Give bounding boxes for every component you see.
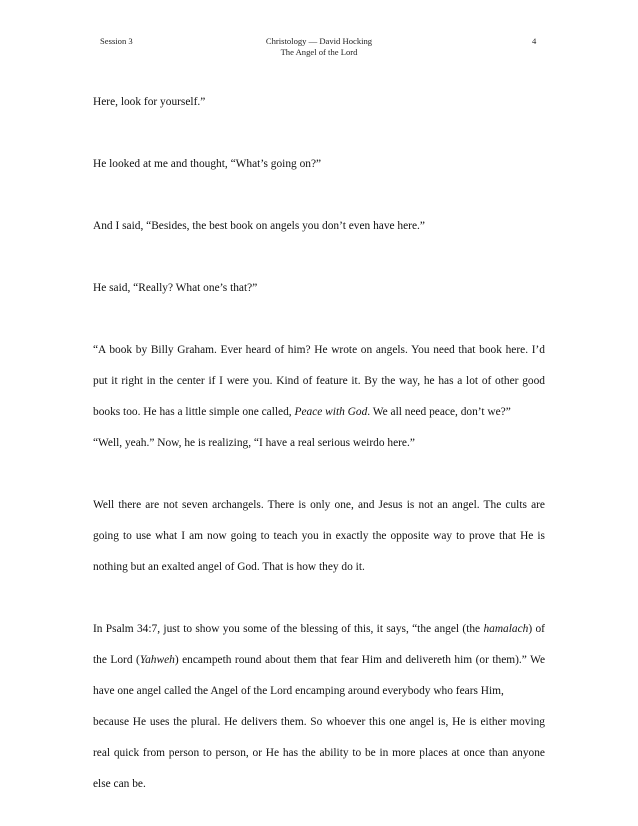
header-title: Christology — David Hocking — [265, 36, 373, 46]
text-line — [93, 407, 511, 418]
text-line: going to use what I am now going to teach you in exactly the opposite way to prove that He is — [93, 530, 545, 542]
text-run: ) of — [528, 623, 545, 635]
text-run: ) encampeth round about them that fear Him and delivereth him (or them).” We — [174, 654, 546, 666]
text-line: real quick from person to person, or He has the ability to be in more places at once than anyone — [93, 747, 545, 759]
text-run: . We all need peace, don’t we?” — [367, 406, 511, 418]
text-line: He said, “Really? What one’s that?” — [93, 282, 258, 294]
text-line: And I said, “Besides, the best book on angels you don’t even have here.” — [93, 220, 425, 232]
text-line: because He uses the plural. He delivers them. So whoever this one angel is, He is either moving — [93, 716, 545, 728]
text-line: Well there are not seven archangels. There is only one, and Jesus is not an angel. The cults are — [93, 499, 545, 511]
hebrew-term: Yahweh — [139, 654, 175, 666]
text-line: He looked at me and thought, “What’s going on?” — [93, 158, 322, 170]
text-line — [93, 624, 545, 635]
page-header — [0, 36, 638, 66]
text-line: have one angel called the Angel of the Lord encamping around everybody who fears Him, — [93, 685, 504, 697]
text-run: books too. He has a little simple one called, — [93, 406, 295, 418]
hebrew-term: hamalach — [483, 623, 529, 635]
book-title: Peace with God — [294, 406, 368, 418]
session-label: Session 3 — [100, 36, 133, 46]
text-run: the Lord ( — [93, 654, 140, 666]
text-line: “Well, yeah.” Now, he is realizing, “I have a real serious weirdo here.” — [93, 437, 415, 449]
text-line: Here, look for yourself.” — [93, 96, 206, 108]
header-subtitle: The Angel of the Lord — [280, 47, 358, 57]
text-line — [93, 655, 545, 666]
text-line: put it right in the center if I were you. Kind of feature it. By the way, he has a lot of other good — [93, 375, 545, 387]
text-run: In Psalm 34:7, just to show you some of the blessing of this, it says, “the angel (the — [93, 623, 484, 635]
text-line: nothing but an exalted angel of God. That is how they do it. — [93, 561, 365, 573]
text-line: else can be. — [93, 778, 146, 790]
header-title-block — [0, 36, 638, 58]
page-number: 4 — [532, 36, 537, 46]
text-line: “A book by Billy Graham. Ever heard of him? He wrote on angels. You need that book here. I’d — [93, 344, 545, 356]
